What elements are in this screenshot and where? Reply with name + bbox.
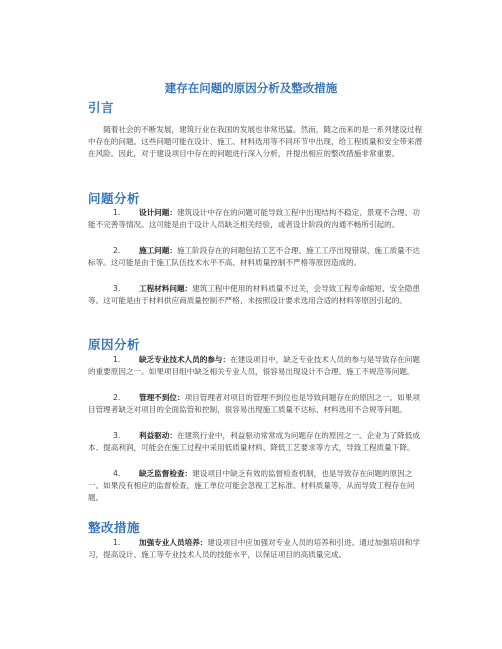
heading-cause-analysis: 原因分析 xyxy=(88,337,141,352)
list-item-lead: 设计问题： xyxy=(139,208,177,217)
list-number: 4. xyxy=(113,469,121,478)
list-item-lead: 管理不到位： xyxy=(139,393,185,402)
list-number: 1. xyxy=(113,538,121,547)
list-item-text: 施工阶段存在的问题包括工艺不合理、施工工序出现错误、施工质量不达标等。这可能是由于施工队伍技术水平不高、材料质量控制不严格等原因造成的。 xyxy=(88,246,420,268)
list-item xyxy=(88,283,424,307)
list-item-text: 建筑工程中使用的材料质量不过关，会导致工程寿命缩短、安全隐患等。这可能是由于材料供应商质量控制不严格、未按照设计要求选用合适的材料等原因引起的。 xyxy=(88,284,420,306)
list-item xyxy=(88,537,424,561)
list-item-lead: 工程材料问题： xyxy=(139,284,193,293)
list-item-text: 项目管理者对项目的管理不到位也是导致问题存在的原因之一。如果项目管理者缺乏对项目的全面监管和控制，很容易出现施工质量不达标、材料选用不合规等问题。 xyxy=(88,393,420,415)
list-item-lead: 加强专业人员培养： xyxy=(139,538,208,547)
list-item-text: 建设项目中缺乏有效的监督检查机制，也是导致存在问题的原因之一。如果没有相应的监督检查，施工单位可能会忽视工艺标准、材料质量等，从而导致工程存在问题。 xyxy=(88,469,415,503)
list-item-text: 建筑设计中存在的问题可能导致工程中出现结构不稳定、景观不合理、功能不完善等情况。这可能是由于设计人员缺乏相关经验，或者设计阶段的沟通不畅所引起的。 xyxy=(88,208,420,230)
list-item xyxy=(88,245,424,269)
document-title: 建存在问题的原因分析及整改措施 xyxy=(164,81,338,95)
list-item-text: 在建设项目中，缺乏专业技术人员的参与是导致存在问题的重要原因之一。如果项目组中缺乏相关专业人员，很容易出现设计不合理、施工不规范等问题。 xyxy=(88,355,420,377)
list-item-lead: 缺乏监督检查： xyxy=(139,469,193,478)
list-item-text: 建设项目中应加强对专业人员的培养和引进。通过加强培训和学习，提高设计、施工等专业技术人员的技能水平，以保证项目的高质量完成。 xyxy=(88,538,420,560)
list-number: 3. xyxy=(113,431,121,440)
list-number: 2. xyxy=(113,393,121,402)
list-number: 2. xyxy=(113,246,121,255)
list-item-lead: 缺乏专业技术人员的参与： xyxy=(139,355,231,364)
list-item xyxy=(88,468,424,505)
list-item xyxy=(88,430,424,454)
list-item-lead: 施工问题： xyxy=(139,246,177,255)
list-item xyxy=(88,392,424,416)
heading-problem-analysis: 问题分析 xyxy=(88,191,141,206)
list-item-lead: 利益驱动： xyxy=(139,431,177,440)
list-number: 1. xyxy=(113,208,121,217)
heading-intro: 引言 xyxy=(88,100,115,115)
intro-paragraph: 随着社会的不断发展，建筑行业在我国的发展也非常迅猛。然而，随之而来的是一系列建设过程中存在的问题。这些问题可能在设计、施工、材料选用等不同环节中出现，给工程质量和安全带来潜在风险。因此，对于建设项目中存在的问题进行深入分析，并提出相应的整改措施非常重要。 xyxy=(88,125,423,159)
list-item-text: 在建筑行业中，利益驱动常常成为问题存在的原因之一。企业为了降低成本、提高利润，可能会在施工过程中采用低质量材料、降低工艺要求等方式，导致工程质量下降。 xyxy=(88,431,420,453)
list-number: 1. xyxy=(113,355,121,364)
list-item xyxy=(88,354,424,378)
list-number: 3. xyxy=(113,284,121,293)
list-item xyxy=(88,207,424,231)
heading-rectification-measures: 整改措施 xyxy=(88,520,141,535)
